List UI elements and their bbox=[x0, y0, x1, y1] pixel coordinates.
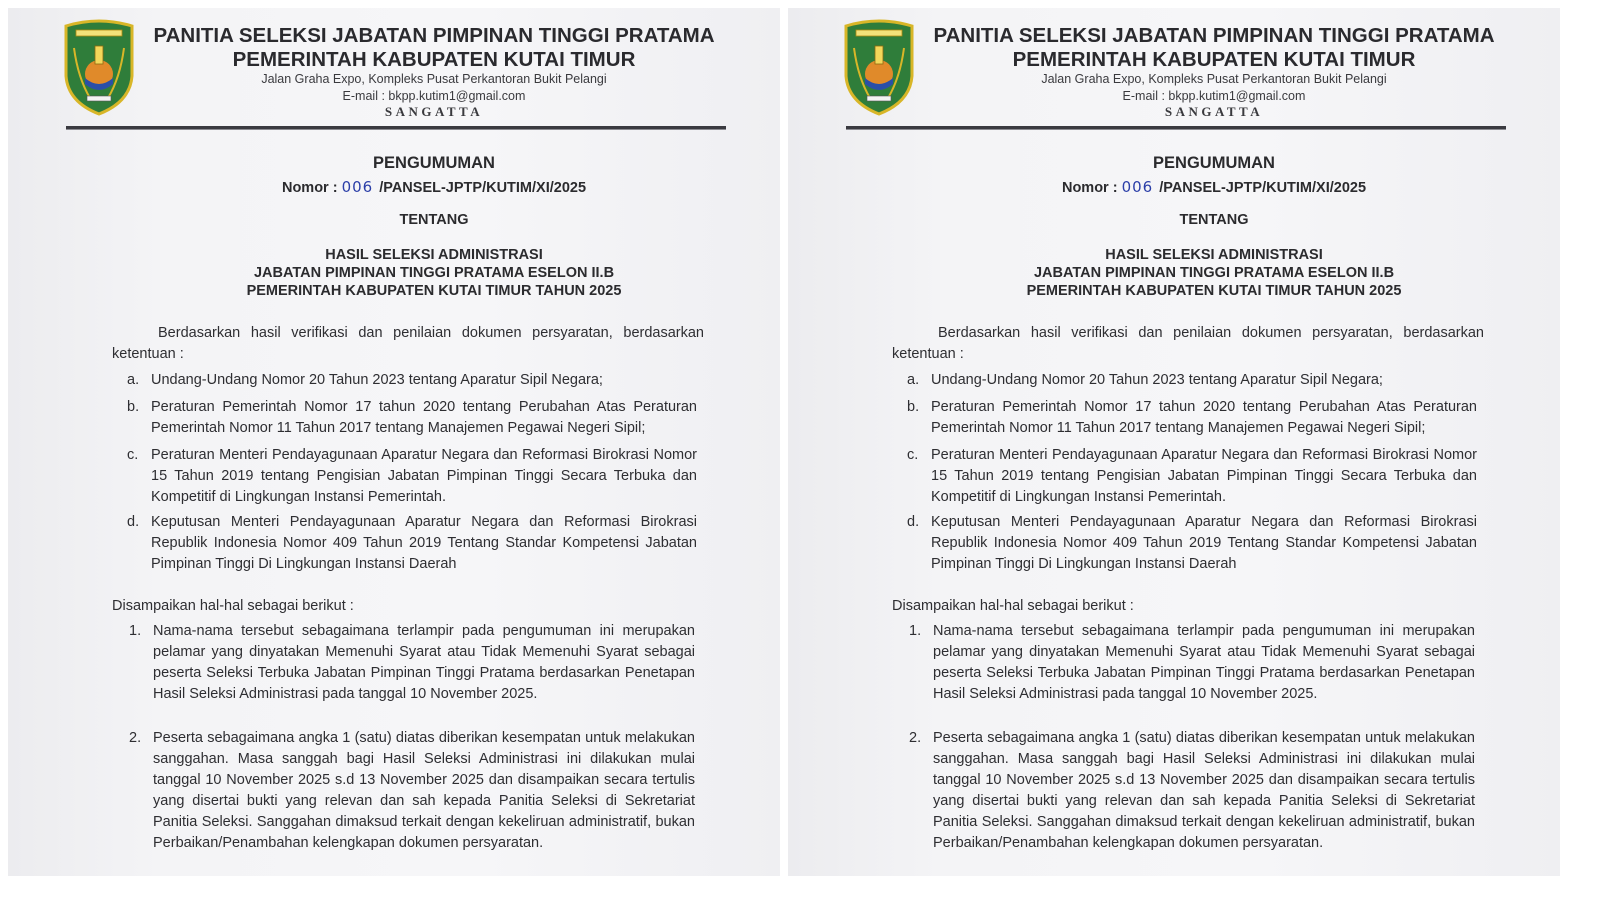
letterhead-divider bbox=[846, 126, 1506, 130]
list-marker: b. bbox=[127, 399, 140, 415]
letterhead-divider bbox=[66, 126, 726, 130]
letterhead-committee-name: PANITIA SELEKSI JABATAN PIMPINAN TINGGI PRATAMA bbox=[153, 24, 715, 47]
list-marker: c. bbox=[907, 447, 919, 463]
point-text: Nama-nama tersebut sebagaimana terlampir pada pengumuman ini merupakan pelamar yang dinyatakan Memenuhi Syarat atau Tidak Memenuhi Syarat sebagai peserta Seleksi Terbuka Jabatan Pimpinan Tinggi Pratama berdasarkan Penetapan Hasil Seleksi Administrasi pada tanggal 10 November 2025. bbox=[933, 623, 1475, 702]
document-page-right bbox=[788, 8, 1560, 876]
point-text: Peserta sebagaimana angka 1 (satu) diatas diberikan kesempatan untuk melakukan sanggahan. Masa sanggah bagi Hasil Seleksi Administrasi ini dilakukan mulai tanggal 10 November 2025 s.d 13 November 2025 dan disampaikan secara tertulis yang disertai bukti yang relevan dan sah kepada Panitia Seleksi di Sekretariat Panitia Seleksi. Sanggahan dimaksud terkait dengan kekeliruan administratif, bukan Perbaikan/Penambahan kelengkapan dokumen persyaratan. bbox=[933, 730, 1475, 851]
about-heading: TENTANG bbox=[1179, 212, 1249, 228]
number-label: Nomor : bbox=[281, 180, 338, 196]
list-marker: 1. bbox=[909, 623, 922, 639]
point-text: Peserta sebagaimana angka 1 (satu) diatas diberikan kesempatan untuk melakukan sanggahan. Masa sanggah bagi Hasil Seleksi Administrasi ini dilakukan mulai tanggal 10 November 2025 s.d 13 November 2025 dan disampaikan secara tertulis yang disertai bukti yang relevan dan sah kepada Panitia Seleksi di Sekretariat Panitia Seleksi. Sanggahan dimaksud terkait dengan kekeliruan administratif, bukan Perbaikan/Penambahan kelengkapan dokumen persyaratan. bbox=[153, 730, 695, 851]
list-marker: 1. bbox=[129, 623, 142, 639]
list-marker: b. bbox=[907, 399, 920, 415]
letterhead-email: E-mail : bkpp.kutim1@gmail.com bbox=[1122, 89, 1306, 103]
letterhead-city: SANGATTA bbox=[1164, 104, 1264, 119]
number-suffix: /PANSEL-JPTP/KUTIM/XI/2025 bbox=[379, 180, 587, 196]
letterhead-committee-name: PANITIA SELEKSI JABATAN PIMPINAN TINGGI PRATAMA bbox=[933, 24, 1495, 47]
letterhead-government-name: PEMERINTAH KABUPATEN KUTAI TIMUR bbox=[1012, 48, 1416, 71]
list-marker: a. bbox=[127, 372, 140, 388]
provision-text: Undang-Undang Nomor 20 Tahun 2023 tentang Aparatur Sipil Negara; bbox=[151, 372, 603, 388]
letterhead-address: Jalan Graha Expo, Kompleks Pusat Perkantoran Bukit Pelangi bbox=[261, 72, 607, 86]
number-suffix: /PANSEL-JPTP/KUTIM/XI/2025 bbox=[1159, 180, 1367, 196]
letterhead-city: SANGATTA bbox=[384, 104, 484, 119]
list-marker: d. bbox=[907, 514, 920, 530]
announcement-number bbox=[848, 178, 1560, 196]
subject-line: HASIL SELEKSI ADMINISTRASI bbox=[325, 247, 543, 263]
announcement-title: PENGUMUMAN bbox=[373, 154, 495, 172]
provision-text: Keputusan Menteri Pendayagunaan Aparatur Negara dan Reformasi Birokrasi Republik Indonesia Nomor 409 Tahun 2019 Tentang Standar Kompetensi Jabatan Pimpinan Tinggi Di Lingkungan Instansi Daerah bbox=[931, 514, 1477, 572]
letterhead-email: E-mail : bkpp.kutim1@gmail.com bbox=[342, 89, 526, 103]
provision-text: Peraturan Pemerintah Nomor 17 tahun 2020 tentang Perubahan Atas Peraturan Pemerintah Nomor 11 Tahun 2017 tentang Manajemen Pegawai Negeri Sipil; bbox=[931, 399, 1477, 436]
subject-line: PEMERINTAH KABUPATEN KUTAI TIMUR TAHUN 2025 bbox=[246, 283, 622, 299]
number-label: Nomor : bbox=[1061, 180, 1118, 196]
subject-line: HASIL SELEKSI ADMINISTRASI bbox=[1105, 247, 1323, 263]
kutai-timur-emblem-logo bbox=[60, 18, 138, 116]
kutai-timur-emblem-logo bbox=[840, 18, 918, 116]
announcement-title: PENGUMUMAN bbox=[1153, 154, 1275, 172]
handwritten-number: 006 bbox=[1121, 178, 1154, 196]
document-page-left bbox=[8, 8, 780, 876]
list-marker: c. bbox=[127, 447, 139, 463]
announcement-number bbox=[68, 178, 780, 196]
list-marker: a. bbox=[907, 372, 920, 388]
letterhead-government-name: PEMERINTAH KABUPATEN KUTAI TIMUR bbox=[232, 48, 636, 71]
subject-line: PEMERINTAH KABUPATEN KUTAI TIMUR TAHUN 2025 bbox=[1026, 283, 1402, 299]
letterhead-address: Jalan Graha Expo, Kompleks Pusat Perkantoran Bukit Pelangi bbox=[1041, 72, 1387, 86]
list-marker: d. bbox=[127, 514, 140, 530]
provision-text: Undang-Undang Nomor 20 Tahun 2023 tentang Aparatur Sipil Negara; bbox=[931, 372, 1383, 388]
intro-paragraph: Berdasarkan hasil verifikasi dan penilaian dokumen persyaratan, berdasarkan ketentuan : bbox=[112, 325, 704, 362]
provision-text: Keputusan Menteri Pendayagunaan Aparatur Negara dan Reformasi Birokrasi Republik Indonesia Nomor 409 Tahun 2019 Tentang Standar Kompetensi Jabatan Pimpinan Tinggi Di Lingkungan Instansi Daerah bbox=[151, 514, 697, 572]
intro-paragraph: Berdasarkan hasil verifikasi dan penilaian dokumen persyaratan, berdasarkan ketentuan : bbox=[892, 325, 1484, 362]
provision-text: Peraturan Menteri Pendayagunaan Aparatur Negara dan Reformasi Birokrasi Nomor 15 Tahun 2019 tentang Pengisian Jabatan Pimpinan Tinggi Secara Terbuka dan Kompetitif di Lingkungan Instansi Pemerintah. bbox=[931, 447, 1477, 505]
list-marker: 2. bbox=[909, 730, 922, 746]
subject-line: JABATAN PIMPINAN TINGGI PRATAMA ESELON II.B bbox=[1033, 265, 1395, 281]
list-marker: 2. bbox=[129, 730, 142, 746]
point-text: Nama-nama tersebut sebagaimana terlampir pada pengumuman ini merupakan pelamar yang dinyatakan Memenuhi Syarat atau Tidak Memenuhi Syarat sebagai peserta Seleksi Terbuka Jabatan Pimpinan Tinggi Pratama berdasarkan Penetapan Hasil Seleksi Administrasi pada tanggal 10 November 2025. bbox=[153, 623, 695, 702]
provision-text: Peraturan Pemerintah Nomor 17 tahun 2020 tentang Perubahan Atas Peraturan Pemerintah Nomor 11 Tahun 2017 tentang Manajemen Pegawai Negeri Sipil; bbox=[151, 399, 697, 436]
about-heading: TENTANG bbox=[399, 212, 469, 228]
subject-line: JABATAN PIMPINAN TINGGI PRATAMA ESELON II.B bbox=[253, 265, 615, 281]
delivered-heading: Disampaikan hal-hal sebagai berikut : bbox=[112, 598, 354, 614]
provision-text: Peraturan Menteri Pendayagunaan Aparatur Negara dan Reformasi Birokrasi Nomor 15 Tahun 2019 tentang Pengisian Jabatan Pimpinan Tinggi Secara Terbuka dan Kompetitif di Lingkungan Instansi Pemerintah. bbox=[151, 447, 697, 505]
handwritten-number: 006 bbox=[341, 178, 374, 196]
delivered-heading: Disampaikan hal-hal sebagai berikut : bbox=[892, 598, 1134, 614]
